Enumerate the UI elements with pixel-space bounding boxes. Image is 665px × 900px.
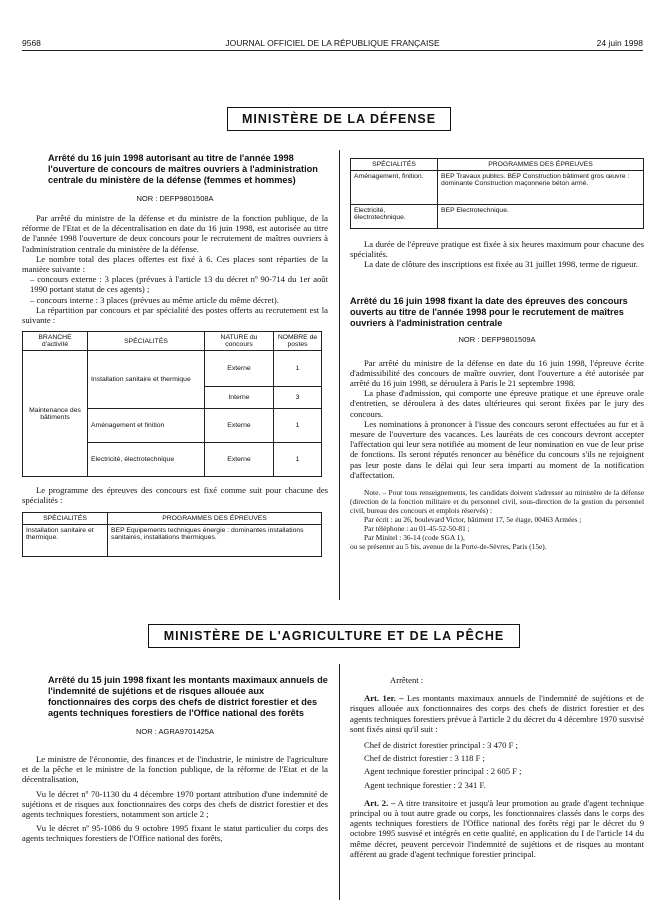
table-cell: Aménagement, finition.	[351, 171, 438, 205]
arrete-title: Arrêté du 16 juin 1998 autorisant au titre de l'année 1998 l'ouverture de concours de maîtres ouvriers à l'administration centrale du ministère de la défense (femmes et hommes)	[48, 153, 318, 185]
nor-reference: NOR : DEFP9801509A	[458, 334, 536, 344]
table-cell: Interne	[205, 387, 274, 409]
table-cell: Electricité, électrotechnique.	[351, 205, 438, 229]
nor-reference: NOR : DEFP9801508A	[136, 194, 214, 203]
table-cell: Installation sanitaire et thermique	[88, 351, 205, 409]
issue-date: 24 juin 1998	[596, 38, 643, 48]
table-cell: Maintenance des bâtiments	[23, 351, 88, 477]
arrete-defense-1	[22, 153, 328, 557]
table-cell: BEP Travaux publics. BEP Construction bâtiment gros œuvre : dominante Construction maçonnerie béton armé.	[438, 171, 644, 205]
table-cell: Externe	[205, 351, 274, 387]
contact-line: Par Minitel : 36-14 (code SGA 1),	[364, 533, 465, 543]
paragraph: Vu le décret nº 95-1086 du 9 octobre 1995 fixant le statut particulier du corps des agents techniques forestiers de l'Office national des forêts,	[22, 823, 328, 844]
table-cell: Externe	[205, 443, 274, 477]
paragraph: La phase d'admission, qui comporte une épreuve pratique et une épreuve orale d'entretien, se déroulera à des dates ultérieures qui seront fixées par le jury des concours.	[350, 388, 644, 419]
article-text: Les montants maximaux annuels de l'indemnité de sujétions et de risques allouée aux fonctionnaires des corps des chefs de district forestier et des agents techniques forestiers prévue à l'article 2 du décret du 4 décembre 1970 susvisé sont fixés ainsi qu'il suit :	[350, 693, 644, 734]
arrete-title: Arrêté du 16 juin 1998 fixant la date des épreuves des concours ouverts au titre de l'année 1998 pour le recrutement de maîtres ouvriers à l'administration centrale	[350, 295, 628, 328]
paragraph: La date de clôture des inscriptions est fixée au 31 juillet 1998, terme de rigueur.	[364, 259, 638, 270]
table-header: NATURE du concours	[205, 332, 274, 351]
journal-title: JOURNAL OFFICIEL DE LA RÉPUBLIQUE FRANÇAISE	[225, 38, 440, 48]
table-cell: Installation sanitaire et thermique.	[23, 524, 108, 556]
header-rule	[22, 50, 643, 51]
amount-line: Chef de district forestier principal : 3 470 F ;	[364, 740, 518, 751]
amount-line: Agent technique forestier : 2 341 F.	[364, 779, 486, 790]
table-header: PROGRAMMES DES ÉPREUVES	[438, 159, 644, 171]
page-number: 9568	[22, 38, 41, 48]
table-cell: BEP Equipements techniques énergie : dominantes installations sanitaires, installations thermiques.	[108, 524, 322, 556]
table-header: PROGRAMMES DES ÉPREUVES	[108, 512, 322, 524]
paragraph: Vu le décret nº 70-1130 du 4 décembre 1970 portant attribution d'une indemnité de sujétions et de risques aux fonctionnaires des corps des chefs de district forestier et des agents techniques forestiers, notamment son article 2 ;	[22, 788, 328, 820]
table-row	[351, 205, 644, 229]
table-cell: BEP Electrotechnique.	[438, 205, 644, 229]
table-header: SPÉCIALITÉS	[23, 512, 108, 524]
paragraph: La durée de l'épreuve pratique est fixée à six heures maximum pour chacune des spécialités.	[350, 239, 644, 260]
ministry-banner-defense: MINISTÈRE DE LA DÉFENSE	[227, 107, 451, 131]
table-cell: 3	[274, 387, 322, 409]
amount-line: Chef de district forestier : 3 118 F ;	[364, 753, 485, 764]
programme-table	[22, 512, 322, 557]
note: Note. – Pour tous renseignements, les candidats doivent s'adresser au ministère de la défense (direction de la fonction militaire et du personnel civil, sous-direction de la gestion du personnel civil, bureau des concours et emplois réservés) :	[350, 488, 644, 516]
table-cell: Electricité, électrotechnique	[88, 443, 205, 477]
table-row	[23, 524, 322, 556]
table-header: NOMBRE de postes	[274, 332, 322, 351]
article-text: A titre transitoire et jusqu'à leur promotion au grade d'agent technique principal ou à tout autre grade ou corps, les fonctionnaires classés dans le corps des agents techniques forestiers de l'Office national des forêts régi par le décret du 9 octobre 1995 susvisé et intégrés en cette qualité, en application du I de l'article 14 du même décret, peuvent percevoir l'indemnité de sujétions et de risques au montant afférent au grade d'agent technique forestier principal.	[350, 797, 644, 859]
table-row	[23, 351, 322, 387]
positions-table	[22, 331, 322, 477]
table-cell: 1	[274, 351, 322, 387]
article-label: Art. 1er. –	[364, 693, 404, 704]
paragraph: Par arrêté du ministre de la défense en date du 16 juin 1998, l'épreuve écrite d'admissibilité des concours de maître ouvrier, dont l'ouverture a été autorisée par arrêté du 16 juin 1998, se déroulera à Paris le 21 septembre 1998.	[350, 357, 644, 389]
paragraph: La répartition par concours et par spécialité des postes offerts au recrutement est la suivante :	[22, 304, 328, 326]
table-row	[351, 171, 644, 205]
programme-table-continued	[350, 158, 644, 229]
table-header: SPÉCIALITÉS	[88, 332, 205, 351]
arrete-defense-1-continued	[350, 158, 644, 551]
list-item: – concours interne : 3 places (prévues au même article du même décret).	[30, 294, 279, 305]
table-header: BRANCHE d'activité	[23, 332, 88, 351]
table-header: SPÉCIALITÉS	[351, 159, 438, 171]
paragraph: Le programme des épreuves des concours est fixé comme suit pour chacune des spécialités :	[22, 485, 328, 506]
ministry-banner-agriculture: MINISTÈRE DE L'AGRICULTURE ET DE LA PÊCHE	[148, 624, 520, 648]
paragraph: Le ministre de l'économie, des finances et de l'industrie, le ministre de l'agriculture et de la pêche et le ministre de la fonction publique, de la réforme de l'Etat et de la décentralisation,	[22, 754, 328, 785]
arretent: Arrêtent :	[390, 675, 424, 685]
nor-reference: NOR : AGRA9701425A	[136, 727, 214, 736]
column-divider	[339, 150, 340, 600]
table-cell: 1	[274, 409, 322, 443]
arrete-agriculture-continued	[350, 675, 644, 859]
article-label: Art. 2. –	[364, 797, 396, 808]
paragraph: Les nominations à prononcer à l'issue des concours seront effectuées au fur et à mesure de l'ouverture des vacances. Les lauréats de ces concours devront accepter l'affectation qui leur sera notifiée au moment de leur nomination en vue de leur prise de fonctions. Ils seront réputés renoncer au bénéfice du concours s'ils ne rejoignent pas leur poste dans le délai qui leur sera imparti au moment de la notification d'affectation.	[350, 418, 644, 480]
table-cell: 1	[274, 443, 322, 477]
paragraph: Le nombre total des places offertes est fixé à 6. Ces places sont réparties de la manière suivante :	[22, 253, 328, 275]
amount-line: Agent technique forestier principal : 2 605 F ;	[364, 766, 522, 777]
table-cell: Externe	[205, 409, 274, 443]
arrete-agriculture	[22, 675, 328, 844]
arrete-title: Arrêté du 15 juin 1998 fixant les montants maximaux annuels de l'indemnité de sujétions et de risques allouée aux fonctionnaires des corps des chefs de district forestier et des agents techniques forestiers de l'Office national des forêts	[48, 675, 328, 718]
column-divider	[339, 664, 340, 900]
contact-line: Par écrit : au 26, boulevard Victor, bâtiment 17, 5e étage, 00463 Armées ;	[364, 515, 582, 525]
contact-line: Par téléphone : au 01-45-52-50-81 ;	[364, 524, 470, 534]
list-item: – concours externe : 3 places (prévues à l'article 13 du décret nº 90-714 du 1er août 1990 portant statut de ces agents) ;	[30, 274, 328, 295]
contact-line: ou se présenter au 5 bis, avenue de la Porte-de-Sèvres, Paris (15e).	[350, 542, 547, 552]
paragraph: Par arrêté du ministre de la défense et du ministre de la fonction publique, de la réforme de l'Etat et de la décentralisation en date du 16 juin 1998, est autorisée au titre de l'année 1998 l'ouverture de deux concours pour le recrutement de maîtres ouvriers à l'administration centrale du ministère de la défense.	[22, 213, 328, 254]
table-cell: Aménagement et finition	[88, 409, 205, 443]
